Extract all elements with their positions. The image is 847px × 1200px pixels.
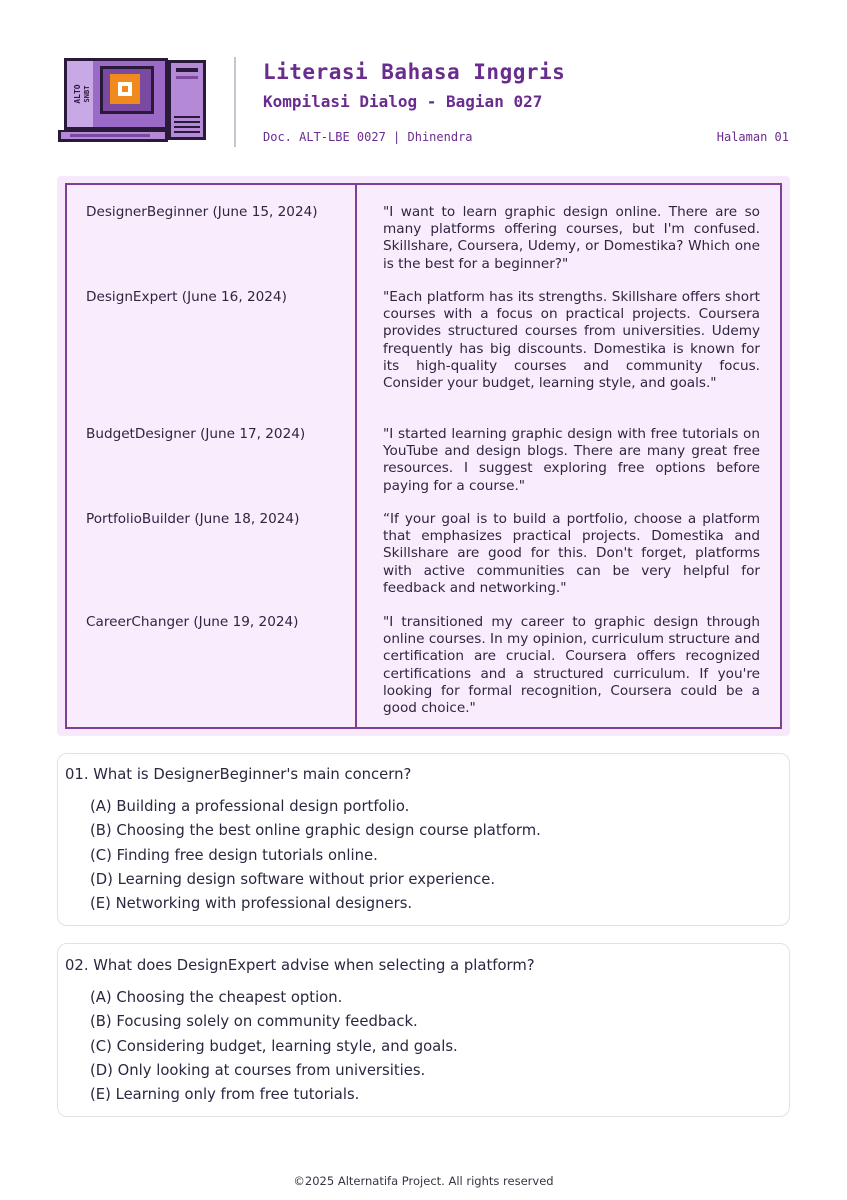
document-subtitle: Kompilasi Dialog - Bagian 027 [263,92,543,111]
alto-snbt-logo [56,56,208,146]
question-stem: 02. What does DesignExpert advise when selecting a platform? [65,957,535,974]
answer-option-b[interactable]: (B) Choosing the best online graphic design course platform. [90,822,541,839]
document-title: Literasi Bahasa Inggris [263,60,566,84]
svg-text:SNBT: SNBT [83,85,91,103]
footer-copyright: ©2025 Alternatifa Project. All rights reserved [293,1174,554,1188]
question-card-1 [57,753,790,926]
answer-option-e[interactable]: (E) Networking with professional designers. [90,895,413,912]
dialog-table [65,183,782,729]
dialog-message: "I transitioned my career to graphic design through online courses. In my opinion, curriculum structure and certification are crucial. Coursera offers recognized certifications and a structured curriculum. If you're looking for formal recognition, Coursera could be a good choice." [383,614,760,717]
dialog-message: “If your goal is to build a portfolio, choose a platform that emphasizes practical projects. Domestika and Skillshare are good for this. Don't forget, platforms with active communities can be very helpful for feedback and networking." [383,511,760,596]
dialog-speaker: CareerChanger (June 19, 2024) [86,614,299,630]
answer-option-a[interactable]: (A) Building a professional design portfolio. [90,798,410,815]
svg-text:ALTO: ALTO [73,84,82,104]
dialog-speaker: DesignerBeginner (June 15, 2024) [86,204,318,220]
column-divider [355,185,357,727]
header-divider [234,57,236,147]
document-reference: Doc. ALT-LBE 0027 | Dhinendra [263,130,473,144]
answer-option-e[interactable]: (E) Learning only from free tutorials. [90,1086,360,1103]
answer-option-c[interactable]: (C) Considering budget, learning style, and goals. [90,1038,458,1055]
dialog-speaker: BudgetDesigner (June 17, 2024) [86,426,306,442]
answer-option-b[interactable]: (B) Focusing solely on community feedback. [90,1013,418,1030]
dialog-speaker: DesignExpert (June 16, 2024) [86,289,287,305]
page-label: Halaman 01 [716,130,789,144]
dialog-speaker: PortfolioBuilder (June 18, 2024) [86,511,300,527]
question-stem: 01. What is DesignerBeginner's main concern? [65,766,412,783]
answer-option-d[interactable]: (D) Learning design software without prior experience. [90,871,496,888]
answer-option-c[interactable]: (C) Finding free design tutorials online. [90,847,378,864]
dialog-message: "I started learning graphic design with free tutorials on YouTube and design blogs. There are many great free resources. I suggest exploring free options before paying for a course." [383,426,760,494]
dialog-message: "Each platform has its strengths. Skillshare offers short courses with a focus on practical projects. Coursera provides structured courses from universities. Udemy frequently has big discounts. Domestika is known for its high-quality courses and community focus. Consider your budget, learning style, and goals." [383,289,760,392]
answer-option-a[interactable]: (A) Choosing the cheapest option. [90,989,343,1006]
dialog-message: "I want to learn graphic design online. There are so many platforms offering courses, but I'm confused. Skillshare, Coursera, Udemy, or Domestika? Which one is the best for a beginner?" [383,204,760,272]
answer-option-d[interactable]: (D) Only looking at courses from universities. [90,1062,426,1079]
dialog-panel [57,176,790,736]
question-card-2 [57,943,790,1117]
